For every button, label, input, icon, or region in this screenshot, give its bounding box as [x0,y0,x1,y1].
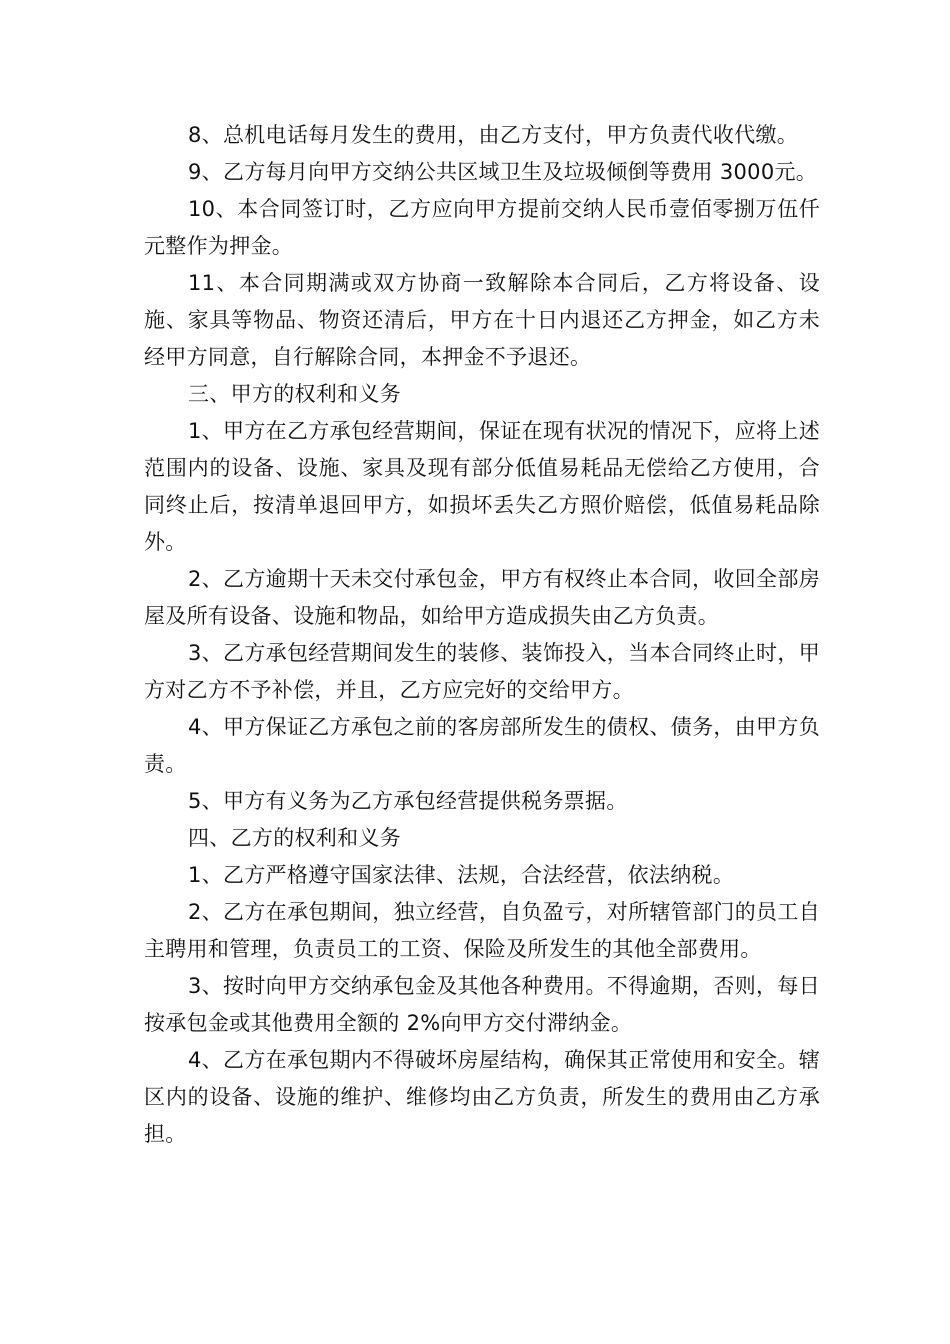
paragraph-party-b-4: 4、乙方在承包期内不得破坏房屋结构，确保其正常使用和安全。辖区内的设备、设施的维护、维修均由乙方负责，所发生的费用由乙方承担。 [144,1048,820,1146]
paragraph-party-a-1: 1、甲方在乙方承包经营期间，保证在现有状况的情况下，应将上述范围内的设备、设施、家具及现有部分低值易耗品无偿给乙方使用，合同终止后，按清单退回甲方，如损坏丢失乙方照价赔偿，低值易耗品除外。 [144,419,820,554]
paragraph-deposit-refund: 11、本合同期满或双方协商一致解除本合同后，乙方将设备、设施、家具等物品、物资还清后，甲方在十日内退还乙方押金，如乙方未经甲方同意，自行解除合同，本押金不予退还。 [144,271,820,369]
document-body [144,117,820,1153]
paragraph-deposit: 10、本合同签订时，乙方应向甲方提前交纳人民币壹佰零捌万伍仟元整作为押金。 [144,197,820,258]
section-heading-party-a: 三、甲方的权利和义务 [188,382,401,406]
paragraph-party-a-3: 3、乙方承包经营期间发生的装修、装饰投入，当本合同终止时，甲方对乙方不予补偿，并且，乙方应完好的交给甲方。 [144,641,820,702]
section-heading-party-b: 四、乙方的权利和义务 [188,826,401,850]
paragraph-fee-switchboard: 8、总机电话每月发生的费用，由乙方支付，甲方负责代收代缴。 [188,123,799,147]
paragraph-party-b-3: 3、按时向甲方交纳承包金及其他各种费用。不得逾期，否则，每日按承包金或其他费用全额的 2%向甲方交付滞纳金。 [144,974,820,1035]
paragraph-party-a-4: 4、甲方保证乙方承包之前的客房部所发生的债权、债务，由甲方负责。 [144,715,820,776]
paragraph-party-b-1: 1、乙方严格遵守国家法律、法规，合法经营，依法纳税。 [188,863,735,887]
paragraph-party-a-2: 2、乙方逾期十天未交付承包金，甲方有权终止本合同，收回全部房屋及所有设备、设施和物品，如给甲方造成损失由乙方负责。 [144,567,820,628]
paragraph-party-b-2: 2、乙方在承包期间，独立经营，自负盈亏，对所辖管部门的员工自主聘用和管理，负责员工的工资、保险及所发生的其他全部费用。 [144,900,820,961]
paragraph-party-a-5: 5、甲方有义务为乙方承包经营提供税务票据。 [188,789,628,813]
paragraph-fee-sanitation: 9、乙方每月向甲方交纳公共区域卫生及垃圾倾倒等费用 3000元。 [188,160,818,184]
